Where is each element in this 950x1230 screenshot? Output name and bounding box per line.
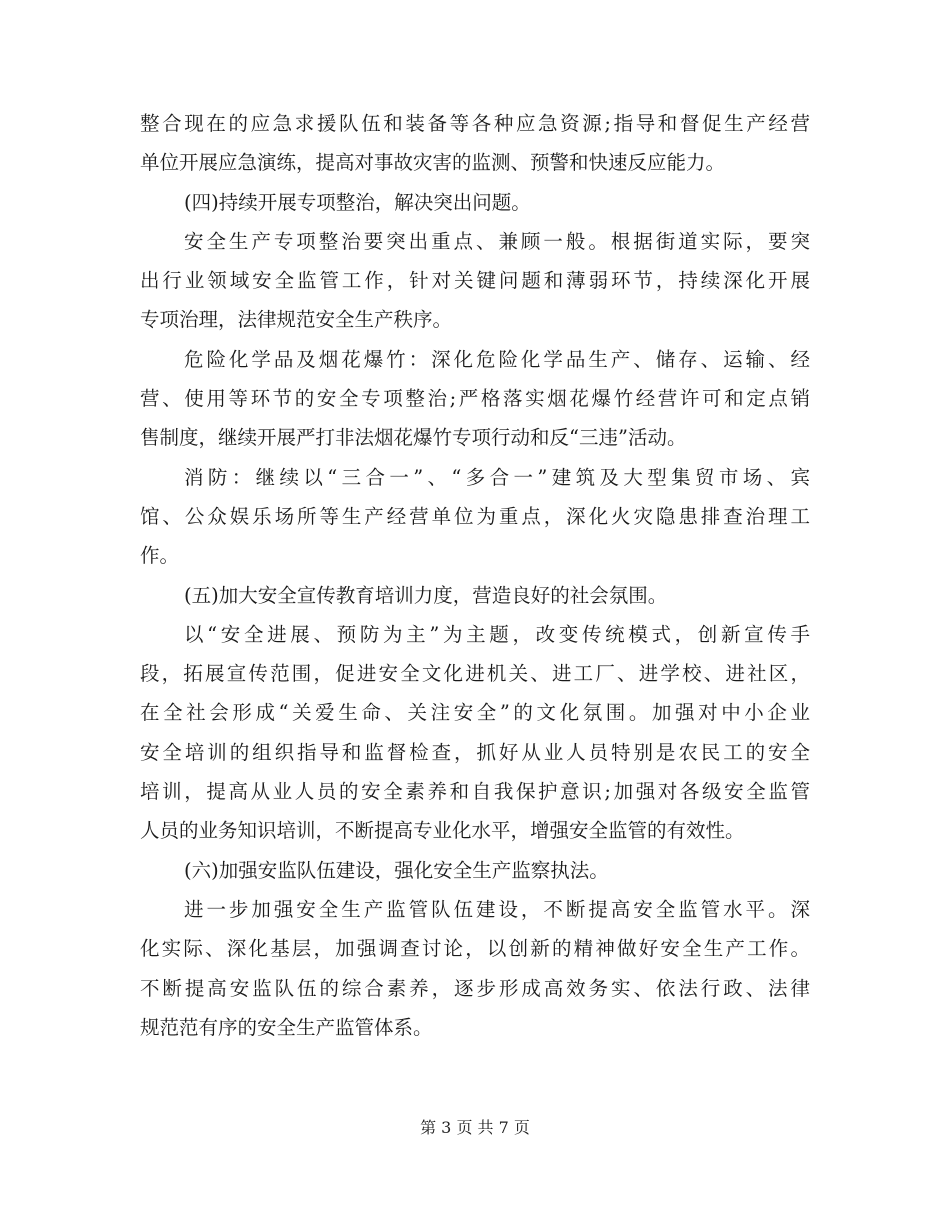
paragraph-line: 单位开展应急演练，提高对事故灾害的监测、预警和快速反应能力。 [140,151,726,175]
paragraph-line: 出行业领域安全监管工作，针对关键问题和薄弱环节，持续深化开展 [140,269,810,293]
paragraph-line: 安全培训的组织指导和监督检查，抓好从业人员特别是农民工的安全 [140,740,810,764]
section-heading: (六)加强安监队伍建设，强化安全生产监察执法。 [184,858,609,882]
paragraph-line: 危险化学品及烟花爆竹：深化危险化学品生产、储存、运输、经 [184,347,810,371]
paragraph-line: 人员的业务知识培训，不断提高专业化水平，增强安全监管的有效性。 [140,819,745,843]
paragraph-line: 馆、公众娱乐场所等生产经营单位为重点，深化火灾隐患排查治理工 [140,504,810,528]
paragraph-line: 安全生产专项整治要突出重点、兼顾一般。根据街道实际，要突 [184,229,810,253]
paragraph-line: 规范范有序的安全生产监管体系。 [140,1015,433,1039]
paragraph-line: 以“安全进展、预防为主”为主题，改变传统模式，创新宣传手 [184,622,810,646]
paragraph-line: 不断提高安监队伍的综合素养，逐步形成高效务实、依法行政、法律 [140,976,810,1000]
paragraph-line: 化实际、深化基层，加强调查讨论，以创新的精神做好安全生产工作。 [140,937,810,961]
paragraph-line: 段，拓展宣传范围，促进安全文化进机关、进工厂、进学校、进社区， [140,662,810,686]
section-heading: (四)持续开展专项整治，解决突出问题。 [184,190,531,214]
section-heading: (五)加大安全宣传教育培训力度，营造良好的社会氛围。 [184,583,668,607]
page-number-footer: 第 3 页 共 7 页 [420,1118,530,1137]
paragraph-line: 专项治理，法律规范安全生产秩序。 [140,308,453,332]
paragraph-line: 进一步加强安全生产监管队伍建设，不断提高安全监管水平。深 [184,897,810,921]
paragraph-line: 在全社会形成“关爱生命、关注安全”的文化氛围。加强对中小企业 [140,701,810,725]
paragraph-line: 营、使用等环节的安全专项整治;严格落实烟花爆竹经营许可和定点销 [140,387,810,411]
paragraph-line: 整合现在的应急求援队伍和装备等各种应急资源;指导和督促生产经营 [140,112,810,135]
paragraph-line: 作。 [140,544,180,568]
paragraph-line: 培训，提高从业人员的安全素养和自我保护意识;加强对各级安全监管 [140,780,810,804]
paragraph-line: 消防：继续以“三合一”、“多合一”建筑及大型集贸市场、宾 [184,465,810,489]
document-body [140,104,810,1047]
paragraph-line: 售制度，继续开展严打非法烟花爆竹专项行动和反“三违”活动。 [140,426,687,450]
